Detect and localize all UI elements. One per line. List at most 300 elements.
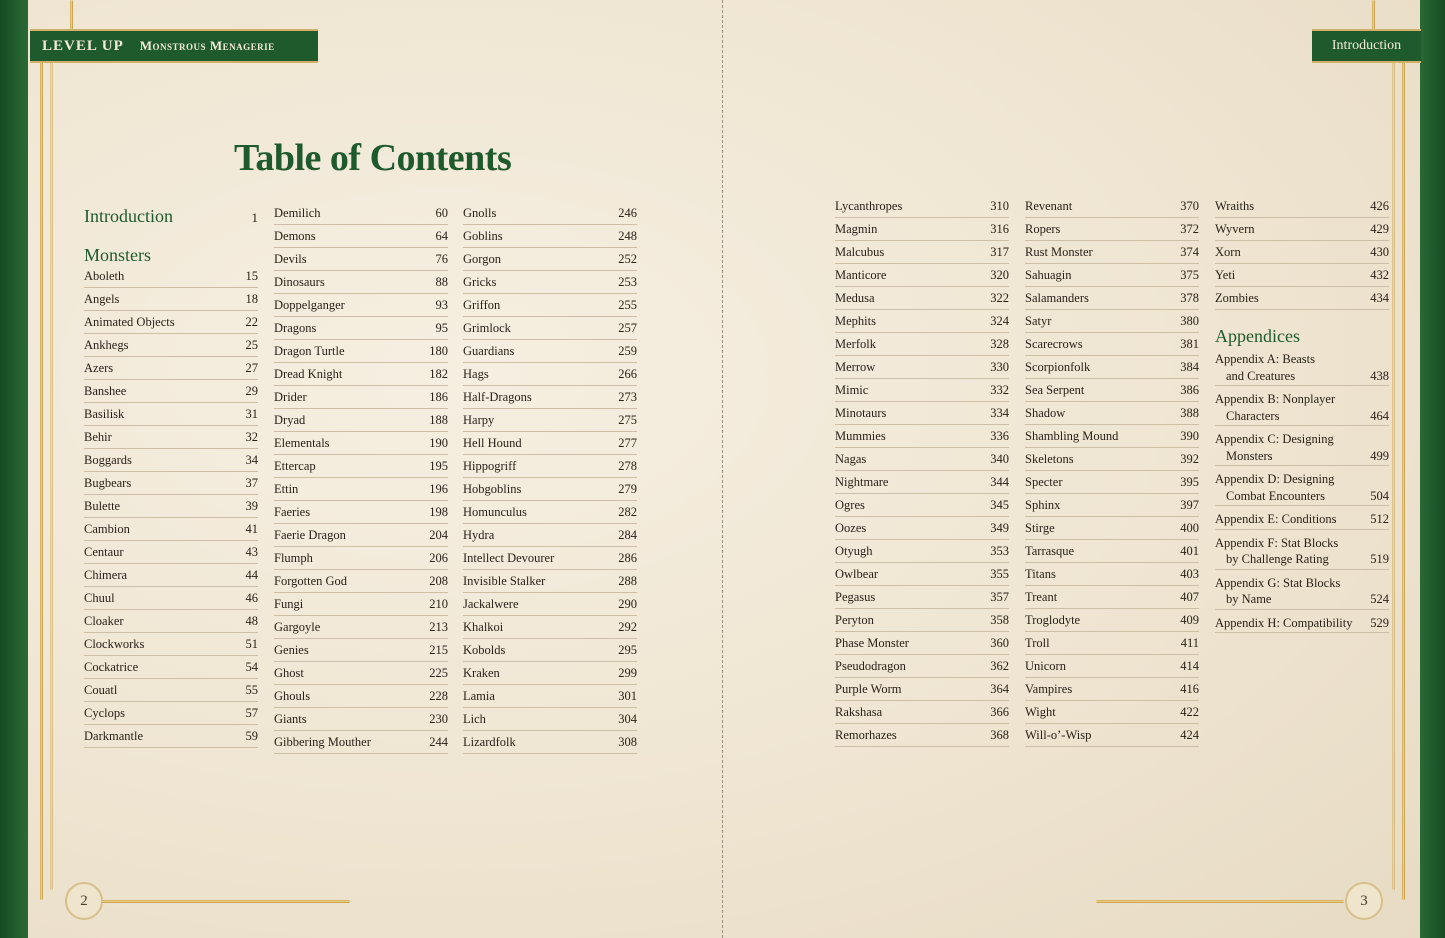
toc-entry-page: 411: [1180, 636, 1199, 650]
toc-entry-page: 284: [618, 528, 637, 542]
toc-entry-label: Minotaurs: [835, 406, 887, 420]
toc-entry-label: Satyr: [1025, 314, 1052, 328]
toc-entry-page: 426: [1370, 199, 1389, 213]
toc-entry[interactable]: [274, 571, 448, 593]
toc-entry[interactable]: [835, 403, 1009, 425]
toc-entry-label: Ghost: [274, 666, 304, 680]
toc-entry[interactable]: [1025, 656, 1199, 678]
toc-entry-page: 430: [1370, 245, 1389, 259]
toc-entry[interactable]: [84, 565, 258, 587]
toc-entry-page: 225: [429, 666, 448, 680]
toc-entry[interactable]: [1025, 495, 1199, 517]
appendix-title-line-1: Appendix B: Nonplayer: [1215, 392, 1336, 406]
toc-entry[interactable]: [84, 289, 258, 311]
toc-entry-page: 368: [990, 728, 1009, 742]
toc-entry-label: Tarrasque: [1025, 544, 1075, 558]
toc-entry[interactable]: [274, 686, 448, 708]
toc-entry-label: Shambling Mound: [1025, 429, 1119, 443]
toc-entry-appendix[interactable]: [1215, 471, 1389, 506]
toc-entry-appendix[interactable]: [1215, 511, 1389, 530]
toc-entry-label: Ghouls: [274, 689, 311, 703]
toc-entry[interactable]: [835, 656, 1009, 678]
toc-entry-page: 15: [245, 269, 258, 283]
toc-entry[interactable]: [274, 341, 448, 363]
toc-entry-page: 31: [245, 407, 258, 421]
toc-entry-label: Banshee: [84, 384, 127, 398]
toc-entry[interactable]: [274, 709, 448, 731]
toc-entry-appendix[interactable]: [1215, 391, 1389, 426]
toc-entry[interactable]: [274, 410, 448, 432]
toc-entry[interactable]: [84, 542, 258, 564]
toc-entry[interactable]: [274, 272, 448, 294]
toc-entry[interactable]: [1025, 587, 1199, 609]
toc-entry[interactable]: [835, 196, 1009, 218]
toc-entry-label: Forgotten God: [274, 574, 348, 588]
toc-entry[interactable]: [1025, 472, 1199, 494]
toc-entry[interactable]: [835, 495, 1009, 517]
toc-entry-label: Manticore: [835, 268, 887, 282]
toc-entry[interactable]: [1025, 610, 1199, 632]
toc-entry[interactable]: [463, 548, 637, 570]
toc-entry[interactable]: [835, 725, 1009, 747]
toc-entry-page: 182: [429, 367, 448, 381]
toc-entry[interactable]: [463, 617, 637, 639]
appendix-title-line-2: and Creatures: [1226, 368, 1296, 383]
toc-entry-label: Dragons: [274, 321, 317, 335]
toc-entry-page: 395: [1180, 475, 1199, 489]
toc-entry-label: [1215, 471, 1365, 504]
toc-entry-label: Scorpionfolk: [1025, 360, 1091, 374]
toc-entry[interactable]: [84, 588, 258, 610]
toc-entry[interactable]: [463, 249, 637, 271]
page-title: Table of Contents: [234, 137, 512, 179]
toc-entry[interactable]: [463, 387, 637, 409]
toc-entry[interactable]: [835, 633, 1009, 655]
toc-entry-page: 330: [990, 360, 1009, 374]
toc-entry[interactable]: [835, 380, 1009, 402]
toc-entry-label: Dragon Turtle: [274, 344, 345, 358]
appendix-title-line-2: Combat Encounters: [1226, 488, 1325, 503]
toc-entry[interactable]: [84, 427, 258, 449]
toc-entry-page: 286: [618, 551, 637, 565]
toc-entry[interactable]: [274, 318, 448, 340]
frame-bottom-left-line: [100, 900, 350, 903]
toc-entry-label: Nagas: [835, 452, 867, 466]
toc-entry-page: 336: [990, 429, 1009, 443]
toc-entry-page: 388: [1180, 406, 1199, 420]
toc-entry[interactable]: [835, 242, 1009, 264]
header-banner-left: [30, 29, 318, 63]
section-heading-appendices: Appendices: [1215, 326, 1300, 346]
toc-entry[interactable]: [84, 312, 258, 334]
toc-entry-page: 288: [618, 574, 637, 588]
toc-entry-label: Griffon: [463, 298, 501, 312]
toc-entry-page: 519: [1370, 552, 1389, 566]
toc-entry[interactable]: [84, 358, 258, 380]
toc-entry-label: Ettercap: [274, 459, 316, 473]
toc-entry[interactable]: [274, 387, 448, 409]
toc-entry-label: Giants: [274, 712, 307, 726]
toc-entry-page: 39: [245, 499, 258, 513]
toc-entry-label: Specter: [1025, 475, 1063, 489]
toc-entry[interactable]: [463, 502, 637, 524]
toc-entry-page: 259: [618, 344, 637, 358]
toc-entry-label: Ettin: [274, 482, 299, 496]
toc-entry[interactable]: [463, 433, 637, 455]
toc-entry-label: [1215, 351, 1365, 384]
toc-entry-label: Xorn: [1215, 245, 1241, 259]
toc-entry-label: Kobolds: [463, 643, 506, 657]
toc-entry[interactable]: [1025, 242, 1199, 264]
toc-entry[interactable]: [463, 318, 637, 340]
toc-entry[interactable]: [274, 479, 448, 501]
toc-entry-page: 392: [1180, 452, 1199, 466]
toc-entry-label: Mummies: [835, 429, 886, 443]
toc-entry[interactable]: [1215, 288, 1389, 310]
toc-entry[interactable]: [1025, 403, 1199, 425]
toc-entry-page: 401: [1180, 544, 1199, 558]
toc-entry-page: 60: [435, 206, 448, 220]
toc-entry-page: 180: [429, 344, 448, 358]
toc-entry[interactable]: [463, 203, 637, 225]
toc-entry[interactable]: [84, 473, 258, 495]
toc-entry-page: 34: [245, 453, 258, 467]
toc-entry-page: 252: [618, 252, 637, 266]
toc-entry-label: Yeti: [1215, 268, 1236, 282]
toc-entry[interactable]: [463, 571, 637, 593]
toc-entry[interactable]: [84, 519, 258, 541]
toc-entry-page: 414: [1180, 659, 1199, 673]
appendix-title-line-1: Appendix C: Designing: [1215, 432, 1334, 446]
toc-entry-page: 524: [1370, 592, 1389, 606]
toc-entry-page: 55: [245, 683, 258, 697]
toc-entry[interactable]: [1215, 265, 1389, 287]
frame-right-line-inner: [1392, 60, 1395, 890]
toc-entry[interactable]: [1025, 196, 1199, 218]
toc-entry-page: 43: [245, 545, 258, 559]
toc-entry[interactable]: [274, 594, 448, 616]
toc-entry-page: 332: [990, 383, 1009, 397]
toc-entry[interactable]: [274, 433, 448, 455]
toc-entry[interactable]: [835, 449, 1009, 471]
toc-entry-page: 25: [245, 338, 258, 352]
toc-entry-label: Genies: [274, 643, 309, 657]
toc-entry[interactable]: [84, 496, 258, 518]
appendix-title-line-2: Monsters: [1226, 448, 1273, 463]
toc-entry[interactable]: [1025, 633, 1199, 655]
toc-entry-page: 432: [1370, 268, 1389, 282]
toc-entry[interactable]: [1215, 242, 1389, 264]
toc-entry-page: 409: [1180, 613, 1199, 627]
toc-entry-label: Lich: [463, 712, 486, 726]
toc-entry[interactable]: [84, 611, 258, 633]
toc-entry-page: 253: [618, 275, 637, 289]
toc-entry[interactable]: [835, 426, 1009, 448]
toc-entry-page: 372: [1180, 222, 1199, 236]
toc-entry[interactable]: [274, 249, 448, 271]
toc-entry-label: Azers: [84, 361, 114, 375]
toc-entry-page: 1: [251, 210, 258, 225]
toc-entry[interactable]: [835, 587, 1009, 609]
toc-entry[interactable]: [84, 726, 258, 748]
toc-entry-page: 22: [245, 315, 258, 329]
toc-entry-label: Unicorn: [1025, 659, 1066, 673]
toc-entry-label: Shadow: [1025, 406, 1066, 420]
toc-entry-label: Troll: [1025, 636, 1050, 650]
toc-entry-page: 299: [618, 666, 637, 680]
toc-entry-page: 44: [245, 568, 258, 582]
toc-entry-page: 353: [990, 544, 1009, 558]
toc-entry-page: 345: [990, 498, 1009, 512]
toc-entry[interactable]: [463, 732, 637, 754]
toc-entry-label: Khalkoi: [463, 620, 504, 634]
toc-entry[interactable]: [1025, 357, 1199, 379]
toc-entry-label: Darkmantle: [84, 729, 144, 743]
toc-entry-introduction[interactable]: [84, 206, 258, 232]
toc-entry-label: Remorhazes: [835, 728, 897, 742]
toc-entry-label: Mephits: [835, 314, 876, 328]
toc-entry[interactable]: [463, 341, 637, 363]
toc-entry[interactable]: [463, 709, 637, 731]
toc-entry[interactable]: [835, 564, 1009, 586]
toc-entry[interactable]: [1215, 219, 1389, 241]
toc-entry-label: Gnolls: [463, 206, 497, 220]
toc-entry-label: Wight: [1025, 705, 1056, 719]
toc-entry-label: Hippogriff: [463, 459, 517, 473]
toc-entry-label: Wraiths: [1215, 199, 1255, 213]
toc-entry[interactable]: [1025, 518, 1199, 540]
toc-entry-label: Gibbering Mouther: [274, 735, 371, 749]
toc-entry[interactable]: [463, 640, 637, 662]
toc-entry[interactable]: [463, 525, 637, 547]
toc-entry-label: Nightmare: [835, 475, 889, 489]
section-title: Introduction: [1331, 38, 1402, 53]
toc-entry-label: Dinosaurs: [274, 275, 325, 289]
toc-entry-page: 400: [1180, 521, 1199, 535]
toc-entry-appendix[interactable]: [1215, 615, 1389, 634]
toc-entry[interactable]: [84, 335, 258, 357]
appendix-title-line-1: Appendix G: Stat Blocks: [1215, 575, 1341, 590]
toc-entry-label: Boggards: [84, 453, 132, 467]
toc-entry-page: 88: [435, 275, 448, 289]
toc-entry[interactable]: [84, 450, 258, 472]
toc-entry-label: Otyugh: [835, 544, 873, 558]
toc-entry[interactable]: [1025, 679, 1199, 701]
toc-entry-page: 316: [990, 222, 1009, 236]
toc-entry-label: Gargoyle: [274, 620, 321, 634]
toc-entry[interactable]: [274, 226, 448, 248]
toc-entry-label: Merfolk: [835, 337, 876, 351]
toc-entry[interactable]: [1025, 334, 1199, 356]
toc-entry[interactable]: [1025, 288, 1199, 310]
toc-entry[interactable]: [463, 226, 637, 248]
toc-entry-label: Jackalwere: [463, 597, 519, 611]
toc-entry-page: 275: [618, 413, 637, 427]
toc-entry[interactable]: [463, 686, 637, 708]
toc-entry-page: 246: [618, 206, 637, 220]
toc-entry-page: 278: [618, 459, 637, 473]
toc-entry-appendix[interactable]: [1215, 351, 1389, 386]
toc-entry-label: Ropers: [1025, 222, 1061, 236]
toc-entry[interactable]: [835, 288, 1009, 310]
toc-entry[interactable]: [835, 334, 1009, 356]
toc-entry[interactable]: [463, 663, 637, 685]
toc-entry[interactable]: [1025, 564, 1199, 586]
toc-entry-page: 198: [429, 505, 448, 519]
toc-entry[interactable]: [1215, 196, 1389, 218]
page-number-left: 2: [65, 882, 103, 920]
toc-entry-page: 279: [618, 482, 637, 496]
toc-entry-page: 364: [990, 682, 1009, 696]
toc-entry[interactable]: [835, 219, 1009, 241]
toc-entry-page: 95: [435, 321, 448, 335]
toc-entry[interactable]: [835, 311, 1009, 333]
toc-entry-label: Lamia: [463, 689, 495, 703]
toc-entry[interactable]: [84, 680, 258, 702]
toc-entry-page: 358: [990, 613, 1009, 627]
toc-entry[interactable]: [835, 541, 1009, 563]
toc-entry-page: 46: [245, 591, 258, 605]
header-banner-right: [1312, 29, 1421, 63]
toc-entry-label: Bulette: [84, 499, 121, 513]
toc-entry-page: 504: [1370, 488, 1389, 503]
toc-entry[interactable]: [274, 456, 448, 478]
toc-entry[interactable]: [463, 456, 637, 478]
toc-entry[interactable]: [84, 657, 258, 679]
toc-entry[interactable]: [835, 357, 1009, 379]
toc-entry-page: 255: [618, 298, 637, 312]
toc-entry-label: Wyvern: [1215, 222, 1255, 236]
toc-entry-page: 317: [990, 245, 1009, 259]
toc-entry-label: Phase Monster: [835, 636, 909, 650]
toc-entry[interactable]: [274, 203, 448, 225]
toc-entry-page: 362: [990, 659, 1009, 673]
toc-entry[interactable]: [463, 479, 637, 501]
toc-entry[interactable]: [835, 610, 1009, 632]
toc-entry-label: Chimera: [84, 568, 128, 582]
brand-logo: LEVEL UP: [42, 37, 124, 54]
toc-entry[interactable]: [84, 266, 258, 288]
toc-entry-label: Gorgon: [463, 252, 501, 266]
appendix-title-line-1: Appendix E: Conditions: [1215, 512, 1337, 526]
toc-entry[interactable]: [835, 265, 1009, 287]
toc-entry[interactable]: [463, 410, 637, 432]
toc-entry-label: Merrow: [835, 360, 876, 374]
toc-entry-label: [1215, 575, 1365, 608]
toc-entry[interactable]: [274, 364, 448, 386]
toc-entry-appendix[interactable]: [1215, 535, 1389, 570]
toc-entry[interactable]: [835, 472, 1009, 494]
toc-entry-label: Peryton: [835, 613, 874, 627]
toc-entry-label: Half-Dragons: [463, 390, 532, 404]
toc-entry[interactable]: [835, 702, 1009, 724]
toc-entry[interactable]: [274, 640, 448, 662]
toc-entry[interactable]: [274, 617, 448, 639]
toc-entry[interactable]: [463, 272, 637, 294]
toc-entry-page: 213: [429, 620, 448, 634]
toc-entry[interactable]: [835, 679, 1009, 701]
toc-entry[interactable]: [463, 295, 637, 317]
toc-entry[interactable]: [1025, 380, 1199, 402]
toc-entry-label: [1215, 511, 1365, 528]
toc-entry-page: 464: [1370, 408, 1389, 423]
toc-entry[interactable]: [274, 663, 448, 685]
toc-entry[interactable]: [1025, 219, 1199, 241]
toc-entry-page: 349: [990, 521, 1009, 535]
toc-entry[interactable]: [1025, 725, 1199, 747]
toc-entry[interactable]: [274, 502, 448, 524]
toc-entry-page: 48: [245, 614, 258, 628]
toc-entry[interactable]: [1025, 449, 1199, 471]
toc-entry-label: Chuul: [84, 591, 115, 605]
toc-entry[interactable]: [463, 364, 637, 386]
toc-entry[interactable]: [835, 518, 1009, 540]
toc-entry[interactable]: [84, 634, 258, 656]
toc-entry-page: 195: [429, 459, 448, 473]
toc-entry-label: Purple Worm: [835, 682, 902, 696]
appendix-title-line-2: by Challenge Rating: [1226, 552, 1329, 566]
toc-column-2: [274, 203, 448, 755]
toc-entry[interactable]: [1025, 702, 1199, 724]
book-title: Monstrous Menagerie: [139, 38, 275, 53]
toc-entry-label: Goblins: [463, 229, 503, 243]
toc-entry-label: Sea Serpent: [1025, 383, 1085, 397]
toc-entry-appendix[interactable]: [1215, 575, 1389, 610]
toc-entry[interactable]: [1025, 426, 1199, 448]
toc-entry-appendix[interactable]: [1215, 431, 1389, 466]
toc-entry[interactable]: [463, 594, 637, 616]
appendix-title-line-1: Appendix F: Stat Blocks: [1215, 535, 1339, 550]
toc-entry-label: Couatl: [84, 683, 118, 697]
toc-entry[interactable]: [84, 703, 258, 725]
toc-column-6: [1215, 196, 1389, 638]
toc-entry[interactable]: [1025, 541, 1199, 563]
toc-entry-label: Skeletons: [1025, 452, 1074, 466]
toc-entry[interactable]: [1025, 311, 1199, 333]
toc-entry-page: 196: [429, 482, 448, 496]
toc-entry-page: 295: [618, 643, 637, 657]
toc-entry-page: 57: [245, 706, 258, 720]
toc-entry[interactable]: [274, 295, 448, 317]
toc-entry[interactable]: [274, 732, 448, 754]
toc-entry[interactable]: [274, 525, 448, 547]
toc-entry-label: Scarecrows: [1025, 337, 1083, 351]
toc-entry-page: 374: [1180, 245, 1199, 259]
toc-entry-label: Oozes: [835, 521, 867, 535]
toc-entry-label: Lizardfolk: [463, 735, 516, 749]
toc-entry-label: Medusa: [835, 291, 875, 305]
frame-left-line: [40, 60, 43, 900]
section-heading-monsters: Monsters: [84, 245, 151, 265]
toc-entry-label: Malcubus: [835, 245, 885, 259]
toc-entry-page: 366: [990, 705, 1009, 719]
toc-entry-label: Pegasus: [835, 590, 876, 604]
toc-entry[interactable]: [1025, 265, 1199, 287]
toc-entry-label: Basilisk: [84, 407, 125, 421]
toc-entry-label: Harpy: [463, 413, 495, 427]
toc-entry[interactable]: [274, 548, 448, 570]
toc-entry[interactable]: [84, 404, 258, 426]
toc-column-5: [1025, 196, 1199, 748]
toc-entry[interactable]: [84, 381, 258, 403]
toc-entry-label: Sahuagin: [1025, 268, 1072, 282]
toc-entry-page: 344: [990, 475, 1009, 489]
toc-entry-label: Dryad: [274, 413, 306, 427]
toc-entry-label: Titans: [1025, 567, 1056, 581]
toc-entry-page: 215: [429, 643, 448, 657]
toc-entry-label: Cloaker: [84, 614, 124, 628]
toc-entry-page: 257: [618, 321, 637, 335]
